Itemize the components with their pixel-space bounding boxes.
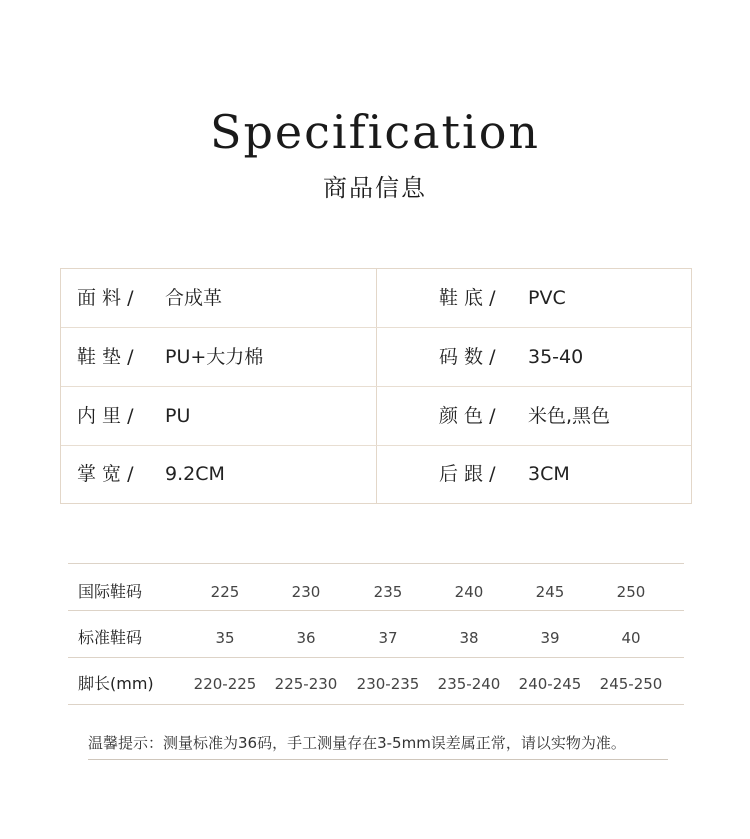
size-cell: 35 — [215, 629, 235, 647]
size-cell: 225 — [210, 583, 240, 601]
size-cell: 230-235 — [356, 675, 420, 693]
spec-row — [61, 387, 691, 446]
size-cell: 37 — [378, 629, 398, 647]
size-cell: 36 — [296, 629, 316, 647]
spec-label: 码 数 / — [439, 346, 496, 368]
spec-label: 内 里 / — [77, 405, 134, 427]
spec-row — [61, 445, 691, 503]
spec-value: PU+大力棉 — [165, 346, 264, 368]
size-note: 温馨提示：测量标准为36码，手工测量存在3-5mm误差属正常，请以实物为准。 — [88, 734, 626, 752]
size-cell: 235-240 — [437, 675, 501, 693]
size-cell: 250 — [616, 583, 646, 601]
divider — [68, 610, 684, 611]
spec-row — [61, 328, 691, 387]
spec-value: PVC — [528, 287, 566, 309]
spec-label: 后 跟 / — [439, 463, 496, 485]
divider — [68, 704, 684, 705]
page-subtitle: 商品信息 — [323, 174, 427, 202]
size-cell: 240-245 — [518, 675, 582, 693]
size-row — [68, 569, 684, 615]
size-cell: 230 — [291, 583, 321, 601]
size-row — [68, 615, 684, 661]
divider — [68, 657, 684, 658]
spec-label: 鞋 垫 / — [77, 346, 134, 368]
spec-value: 米色,黑色 — [528, 405, 611, 427]
size-row — [68, 661, 684, 707]
spec-label: 面 料 / — [77, 287, 134, 309]
size-cell: 40 — [621, 629, 641, 647]
size-cell: 235 — [373, 583, 403, 601]
page-title: Specification — [209, 105, 541, 159]
size-cell: 39 — [540, 629, 560, 647]
size-row-header: 标准鞋码 — [78, 628, 143, 647]
spec-value: 3CM — [528, 463, 570, 485]
spec-table — [60, 268, 692, 504]
size-cell: 225-230 — [274, 675, 338, 693]
spec-row — [61, 269, 691, 328]
size-cell: 240 — [454, 583, 484, 601]
note-underline — [88, 759, 668, 760]
size-row-header: 脚长(mm) — [78, 674, 154, 693]
size-cell: 38 — [459, 629, 479, 647]
divider — [68, 563, 684, 564]
spec-value: PU — [165, 405, 191, 427]
spec-label: 鞋 底 / — [439, 287, 496, 309]
spec-value: 35-40 — [528, 346, 584, 368]
size-cell: 220-225 — [193, 675, 257, 693]
size-cell: 245-250 — [599, 675, 663, 693]
spec-label: 颜 色 / — [439, 405, 496, 427]
size-cell: 245 — [535, 583, 565, 601]
size-row-header: 国际鞋码 — [78, 582, 143, 601]
spec-label: 掌 宽 / — [77, 463, 134, 485]
spec-value: 合成革 — [165, 287, 223, 309]
spec-value: 9.2CM — [165, 463, 225, 485]
